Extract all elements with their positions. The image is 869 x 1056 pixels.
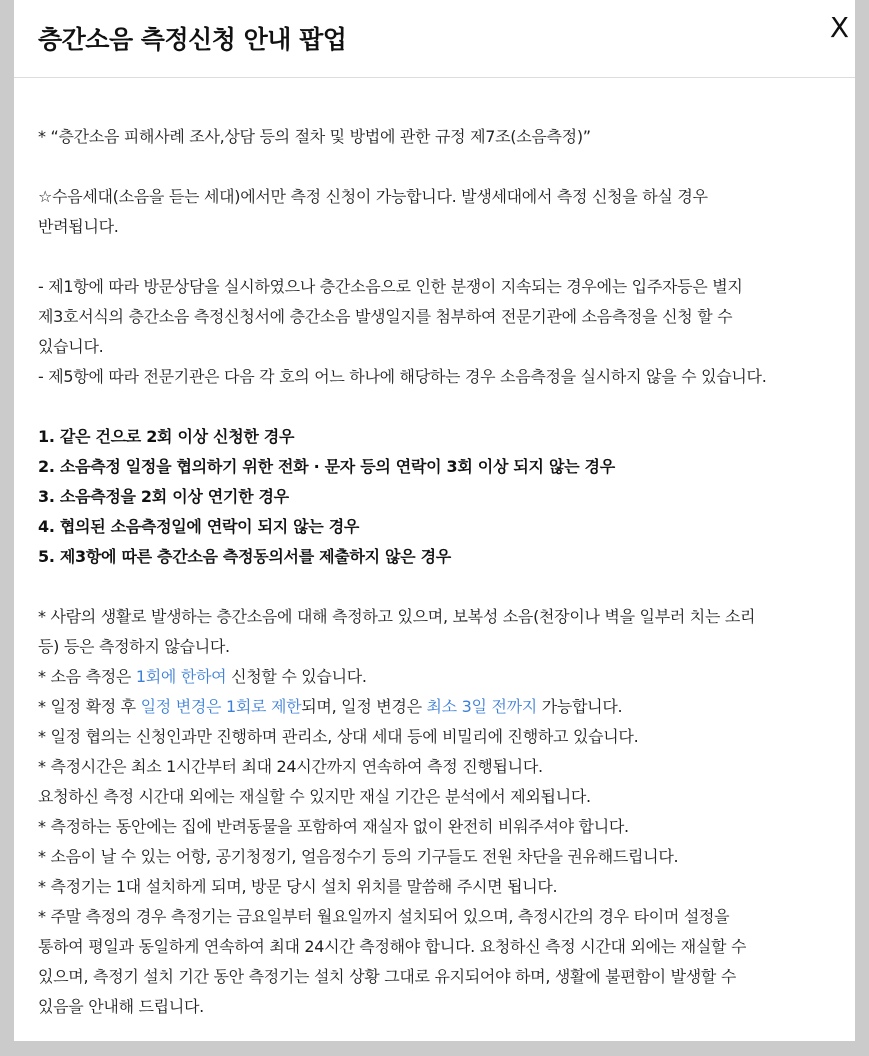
note-line: * 측정하는 동안에는 집에 반려동물을 포함하여 재실자 없이 완전히 비워주셔야 합니다.	[38, 817, 629, 836]
noise-measurement-popup	[14, 0, 855, 1041]
note-line: * 주말 측정의 경우 측정기는 금요일부터 월요일까지 설치되어 있으며, 측정시간의 경우 타이머 설정을	[38, 907, 730, 926]
highlight-text: 일정 변경은 1회로 제한	[140, 697, 302, 716]
regulation-reference: * “층간소음 피해사례 조사,상담 등의 절차 및 방법에 관한 규정 제7조(소음측정)”	[38, 127, 591, 146]
note-line: * 일정 확정 후 일정 변경은 1회로 제한되며, 일정 변경은 최소 3일 전까지 가능합니다.	[38, 697, 623, 716]
condition-item: 5. 제3항에 따른 층간소음 측정동의서를 제출하지 않은 경우	[38, 547, 451, 566]
note-line: 요청하신 측정 시간대 외에는 재실할 수 있지만 재실 기간은 분석에서 제외됩니다.	[38, 787, 591, 806]
popup-title: 층간소음 측정신청 안내 팝업	[38, 25, 347, 54]
note-line: 있으며, 측정기 설치 기간 동안 측정기는 설치 상황 그대로 유지되어야 하며, 생활에 불편함이 발생할 수	[38, 967, 736, 986]
condition-item: 2. 소음측정 일정을 협의하기 위한 전화 · 문자 등의 연락이 3회 이상 되지 않는 경우	[38, 457, 615, 476]
notice-line: ☆수음세대(소음을 듣는 세대)에서만 측정 신청이 가능합니다. 발생세대에서 측정 신청을 하실 경우	[38, 187, 708, 206]
highlight-text: 최소 3일 전까지	[426, 697, 537, 716]
highlight-text: 1회에 한하여	[135, 667, 227, 686]
popup-header	[14, 0, 855, 78]
note-line: * 사람의 생활로 발생하는 층간소음에 대해 측정하고 있으며, 보복성 소음(천장이나 벽을 일부러 치는 소리	[38, 607, 756, 626]
notice-line: 반려됩니다.	[38, 217, 119, 236]
clause-paragraph-line: 제3호서식의 층간소음 측정신청서에 층간소음 발생일지를 첨부하여 전문기관에 소음측정을 신청 할 수	[38, 307, 733, 326]
exclusion-conditions-list	[38, 422, 831, 572]
condition-item: 3. 소음측정을 2회 이상 연기한 경우	[38, 487, 289, 506]
clause-paragraph-line: - 제5항에 따라 전문기관은 다음 각 호의 어느 하나에 해당하는 경우 소음측정을 실시하지 않을 수 있습니다.	[38, 367, 767, 386]
note-line: * 소음 측정은 1회에 한하여 신청할 수 있습니다.	[38, 667, 367, 686]
note-line: * 소음이 날 수 있는 어항, 공기청정기, 얼음정수기 등의 기구들도 전원 차단을 권유해드립니다.	[38, 847, 679, 866]
clause-paragraph-line: - 제1항에 따라 방문상담을 실시하였으나 층간소음으로 인한 분쟁이 지속되는 경우에는 입주자등은 별지	[38, 277, 743, 296]
close-button[interactable]: X	[829, 11, 849, 44]
note-line: 통하여 평일과 동일하게 연속하여 최대 24시간 측정해야 합니다. 요청하신 측정 시간대 외에는 재실할 수	[38, 937, 747, 956]
clause-paragraph-line: 있습니다.	[38, 337, 104, 356]
note-line: 등) 등은 측정하지 않습니다.	[38, 637, 230, 656]
note-line: * 일정 협의는 신청인과만 진행하며 관리소, 상대 세대 등에 비밀리에 진행하고 있습니다.	[38, 727, 639, 746]
note-line: 있음을 안내해 드립니다.	[38, 997, 204, 1016]
condition-item: 4. 협의된 소음측정일에 연락이 되지 않는 경우	[38, 517, 360, 536]
popup-body	[14, 78, 855, 1022]
note-line: * 측정기는 1대 설치하게 되며, 방문 당시 설치 위치를 말씀해 주시면 됩니다.	[38, 877, 558, 896]
condition-item: 1. 같은 건으로 2회 이상 신청한 경우	[38, 427, 295, 446]
note-line: * 측정시간은 최소 1시간부터 최대 24시간까지 연속하여 측정 진행됩니다.	[38, 757, 543, 776]
